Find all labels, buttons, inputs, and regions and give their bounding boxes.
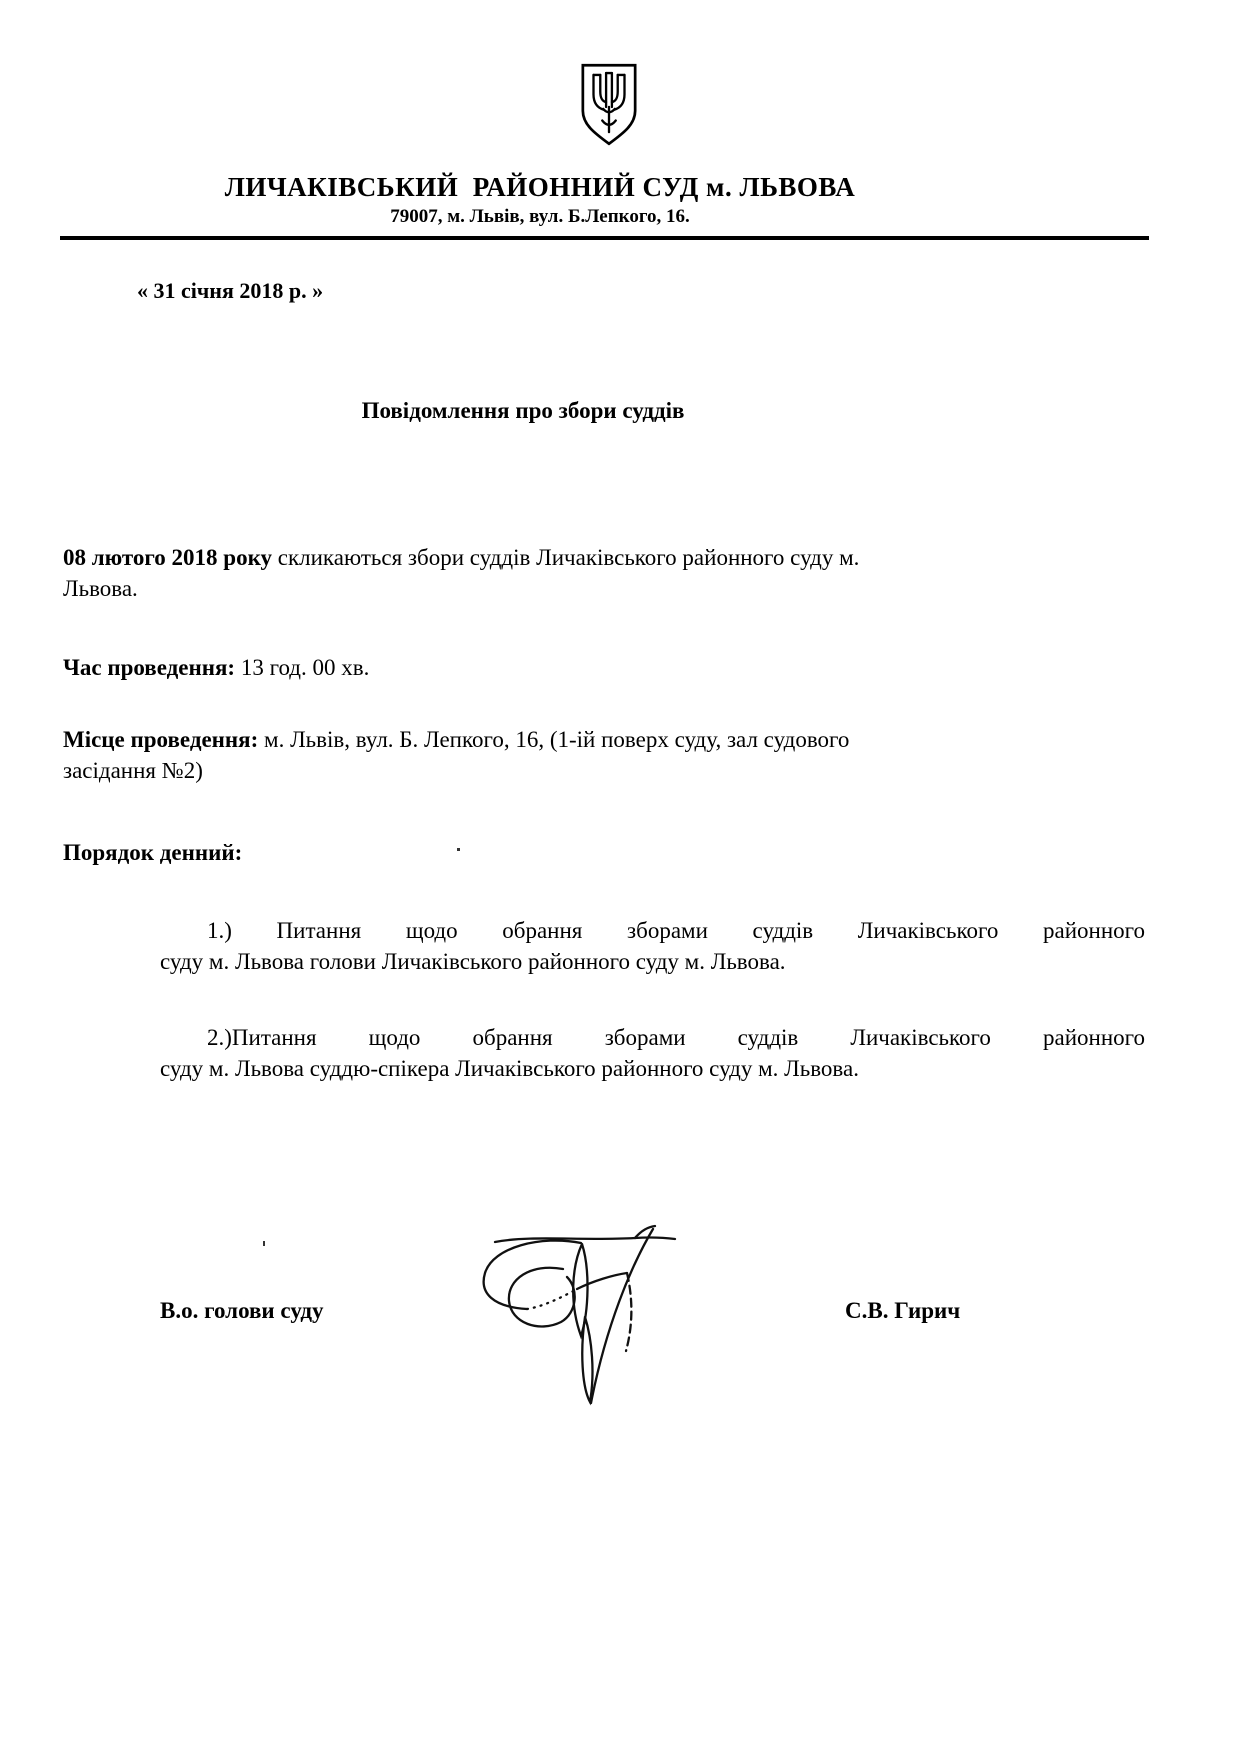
scan-speck <box>457 848 460 851</box>
place-line-2: засідання №2) <box>63 758 203 783</box>
scan-speck <box>263 1241 265 1246</box>
intro-line-1 <box>63 542 1145 573</box>
court-name: ЛИЧАКІВСЬКИЙ РАЙОННИЙ СУД м. ЛЬВОВА <box>224 172 856 202</box>
document-title: Повідомлення про збори суддів <box>361 398 685 423</box>
time-value: 13 год. 00 хв. <box>235 655 370 680</box>
document-date: « 31 січня 2018 р. » <box>137 278 324 303</box>
time-label: Час проведення: <box>63 655 236 680</box>
intro-line-2: Львова. <box>63 576 138 601</box>
agenda-item-2-line-2: суду м. Львова суддю-спікера Личаківського районного суду м. Львова. <box>160 1056 859 1081</box>
signature-block <box>63 1289 1145 1349</box>
intro-rest: скликаються збори суддів Личаківського районного суду м. <box>272 545 860 570</box>
header <box>0 0 1241 148</box>
place-label: Місце проведення: <box>63 727 259 752</box>
agenda-item-2-line-1: 2.)Питання щодо обрання зборами суддів Личаківського районного <box>207 1025 1145 1050</box>
signer-position-title: В.о. голови суду <box>160 1298 324 1323</box>
place-value: м. Львів, вул. Б. Лепкого, 16, (1-ій поверх суду, зал судового <box>258 727 850 752</box>
agenda-heading: Порядок денний: <box>63 840 243 865</box>
document-body <box>63 542 1145 1349</box>
time-paragraph <box>63 652 1145 683</box>
ukraine-trident-emblem-icon <box>578 62 640 148</box>
handwritten-signature <box>431 1221 679 1413</box>
header-divider-line <box>60 236 1149 240</box>
agenda-item-2 <box>160 1022 1145 1084</box>
place-line-1 <box>63 724 1145 755</box>
agenda-item-1 <box>160 915 1145 977</box>
agenda-item-1-line-1: 1.) Питання щодо обрання зборами суддів Личаківського районного <box>207 918 1145 943</box>
agenda-item-1-line-2: суду м. Львова голови Личаківського районного суду м. Львова. <box>160 949 786 974</box>
signer-name: С.В. Гирич <box>845 1298 961 1323</box>
intro-date-bold: 08 лютого 2018 року <box>63 545 273 570</box>
letterhead <box>0 172 1080 228</box>
court-address: 79007, м. Львів, вул. Б.Лепкого, 16. <box>390 206 690 227</box>
place-paragraph <box>63 724 1145 786</box>
intro-paragraph <box>63 542 1145 604</box>
